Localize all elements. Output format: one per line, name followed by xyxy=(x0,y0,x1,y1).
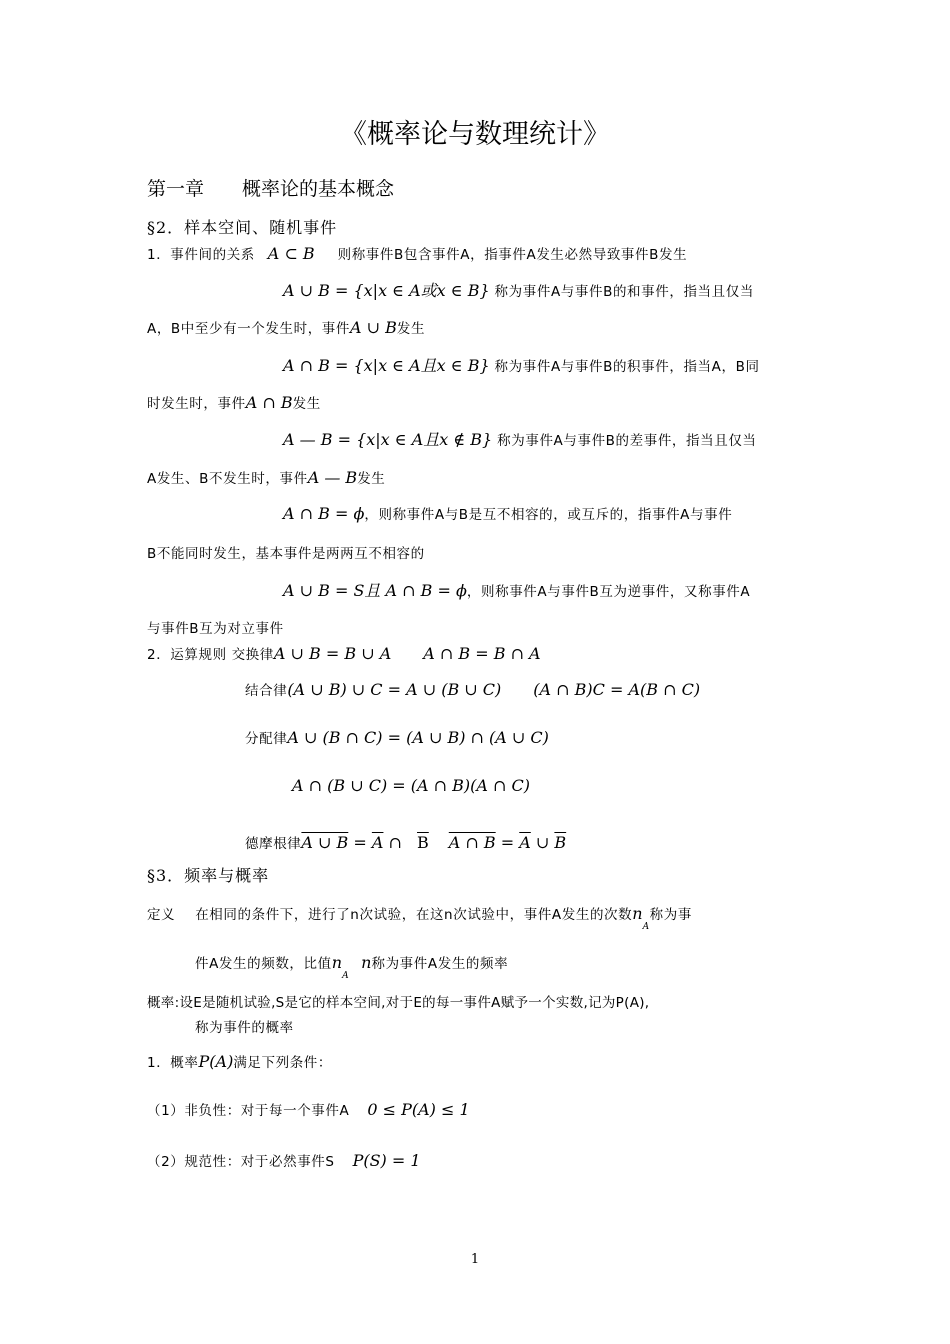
demorgan-2-lhs: A ∩ B xyxy=(448,833,496,852)
definition-continuation xyxy=(195,952,509,981)
complement-formula: A ∪ B = S且 A ∩ B = ϕ xyxy=(283,581,467,600)
item-2-label: 2．运算规则 交换律 xyxy=(147,647,274,663)
associative-formula: (A ∪ B) ∪ C = A ∪ (B ∪ C) (A ∩ B)C = A(B ∩ C) xyxy=(287,680,701,699)
probability-definition-cont: 称为事件的概率 xyxy=(195,1020,294,1036)
demorgan-1-op: ∩ xyxy=(383,833,408,852)
exclusive-continuation: B不能同时发生，基本事件是两两互不相容的 xyxy=(147,546,425,562)
commutative-formula: A ∪ B = B ∪ A A ∩ B = B ∩ A xyxy=(273,644,541,663)
definition-text: 在相同的条件下，进行了n次试验，在这n次试验中，事件A发生的次数 xyxy=(195,907,633,923)
demorgan-1-lhs: A ∪ B xyxy=(301,833,349,852)
section-2-heading: §2．样本空间、随机事件 xyxy=(147,218,338,237)
distributive-formula-2: A ∩ (B ∪ C) = (A ∩ B)(A ∩ C) xyxy=(292,776,531,795)
demorgan-label: 德摩根律 xyxy=(245,836,302,852)
intersection-line xyxy=(283,353,760,376)
demorgan-1-b: $\overline{B}$ xyxy=(417,833,429,852)
complement-continuation: 与事件B互为对立事件 xyxy=(147,621,284,637)
intersection-continuation xyxy=(147,392,321,412)
nA-symbol: n xyxy=(632,904,643,923)
relation-inclusion-line xyxy=(147,243,687,263)
difference-cont-text: A发生、B不发生时，事件 xyxy=(147,471,308,487)
ratio-n: n xyxy=(361,953,372,972)
frequency-text: 称为事件A发生的频率 xyxy=(371,956,509,972)
commutative-line xyxy=(147,641,541,664)
probability-conditions-line xyxy=(147,1051,332,1071)
difference-cont-formula: A — B xyxy=(307,468,358,487)
difference-line xyxy=(283,427,757,450)
demorgan-line: 德摩根律A ∪ $B = \overline{A}$ ∩ $\overline{B}$ A ∩ $B = \overline{A}$ ∪ $\overline{B}$ xyxy=(245,833,567,852)
union-cont-text: A，B中至少有一个发生时，事件 xyxy=(147,321,350,337)
intersection-cont-formula: A ∩ B xyxy=(245,393,293,412)
complement-text: ，则称事件A与事件B互为逆事件，又称事件A xyxy=(466,584,751,600)
chapter-heading: 第一章 概率论的基本概念 xyxy=(147,178,395,200)
distributive-formula: A ∪ (B ∩ C) = (A ∪ B) ∩ (A ∪ C) xyxy=(287,728,549,747)
distributive-line xyxy=(245,727,549,747)
normalization-formula: P(S) = 1 xyxy=(352,1151,421,1170)
probability-definition: 概率:设E是随机试验,S是它的样本空间,对于E的每一事件A赋予一个实数,记为P(A), xyxy=(147,995,650,1011)
section-3-heading: §3．频率与概率 xyxy=(147,866,270,885)
difference-text: 称为事件A与事件B的差事件，指当且仅当 xyxy=(497,433,757,449)
intersection-text: 称为事件A与事件B的积事件，指当A，B同 xyxy=(494,359,760,375)
union-line xyxy=(283,278,754,301)
demorgan-2-op: ∪ xyxy=(530,833,555,852)
union-continuation xyxy=(147,317,425,337)
demorgan-2-b: $\overline{B}$ xyxy=(554,833,567,852)
associative-label: 结合律 xyxy=(245,683,288,699)
union-cont-tail: 发生 xyxy=(396,321,426,337)
union-cont-formula: A ∪ B xyxy=(350,318,397,337)
definition-tail: 称为事 xyxy=(649,907,692,923)
demorgan-2-a: $\overline{A}$ xyxy=(519,833,531,852)
nonnegativity-formula: 0 ≤ P(A) ≤ 1 xyxy=(367,1100,470,1119)
difference-formula: A — B = {x|x ∈ A且x ∉ B} xyxy=(283,430,493,449)
nA-subscript: A xyxy=(642,922,650,932)
conditions-text: 满足下列条件： xyxy=(233,1055,333,1071)
condition-normalization xyxy=(147,1150,421,1170)
ratio-nA: n xyxy=(331,953,343,972)
page-title: 《概率论与数理统计》 xyxy=(340,119,610,150)
item-1-label: 1．事件间的关系 xyxy=(147,247,255,263)
item-1-prob-label: 1．概率 xyxy=(147,1055,199,1071)
exclusive-text: ，则称事件A与B是互不相容的，或互斥的，指事件A与事件 xyxy=(364,507,733,523)
exclusive-formula: A ∩ B = ϕ xyxy=(283,504,365,523)
definition-label: 定义 xyxy=(147,907,176,923)
inclusion-text: 则称事件B包含事件A，指事件A发生必然导致事件B发生 xyxy=(337,247,688,263)
exclusive-line xyxy=(283,503,732,523)
difference-cont-tail: 发生 xyxy=(357,471,386,487)
normalization-text: （2）规范性：对于必然事件S xyxy=(147,1154,335,1170)
page-number: 1 xyxy=(470,1252,480,1267)
ratio-nA-subscript: A xyxy=(342,971,350,981)
frequency-count-text: 件A发生的频数，比值 xyxy=(195,956,332,972)
demorgan-1-a: $\overline{A}$ xyxy=(371,833,384,852)
definition-line xyxy=(147,903,692,932)
union-text: 称为事件A与事件B的和事件，指当且仅当 xyxy=(494,284,754,300)
distributive-line-2 xyxy=(292,776,530,795)
inclusion-formula: A ⊂ B xyxy=(267,244,315,263)
condition-nonnegativity xyxy=(147,1099,470,1119)
intersection-formula: A ∩ B = {x|x ∈ A且x ∈ B} xyxy=(283,356,490,375)
associative-line xyxy=(245,677,700,700)
nonnegativity-text: （1）非负性：对于每一个事件A xyxy=(147,1103,350,1119)
intersection-cont-text: 时发生时，事件 xyxy=(147,396,246,412)
complement-line xyxy=(283,578,750,601)
PA-formula: P(A) xyxy=(198,1052,234,1071)
intersection-cont-tail: 发生 xyxy=(292,396,321,412)
distributive-label: 分配律 xyxy=(245,731,288,747)
union-formula: A ∪ B = {x|x ∈ A或x ∈ B} xyxy=(283,281,490,300)
difference-continuation xyxy=(147,467,385,487)
